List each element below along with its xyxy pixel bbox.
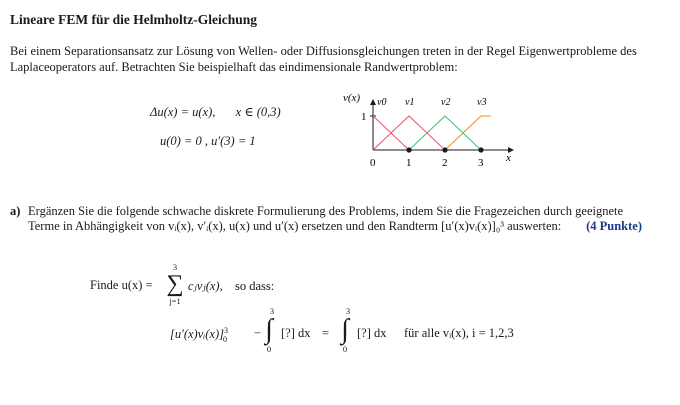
equals-sign: = <box>322 326 330 340</box>
integrand-1: [?] dx <box>281 326 311 340</box>
integral-2-bottom: 0 <box>342 344 348 354</box>
sum-symbol <box>165 262 185 306</box>
hat-functions-figure <box>335 88 525 180</box>
label-v0: v0 <box>377 97 387 108</box>
integral-1-symbol: ∫ <box>265 314 273 345</box>
node-3 <box>478 147 483 152</box>
x-tick-2: 2 <box>442 157 448 169</box>
integral-1-bottom: 0 <box>266 344 272 354</box>
basis-v1-line <box>373 116 445 150</box>
find-prefix <box>90 278 153 293</box>
label-v2: v2 <box>441 97 451 108</box>
integral-1-top: 3 <box>269 306 275 316</box>
x-tick-1: 1 <box>406 157 412 169</box>
integrand-2: [?] dx <box>357 326 387 340</box>
pde-equation <box>150 104 281 120</box>
boundary-conditions <box>160 134 256 149</box>
sum-term <box>188 278 274 294</box>
pde-text: Δu(x) = u(x), <box>150 105 216 119</box>
sum-sigma: ∑ <box>166 271 184 297</box>
x-tick-0: 0 <box>370 157 376 169</box>
node-2 <box>442 147 447 152</box>
bc-text: u(0) = 0 , u′(3) = 1 <box>160 134 256 148</box>
boundary-sup: 3 <box>224 326 228 335</box>
minus-sign: − <box>254 326 262 340</box>
domain-text: x ∈ (0,3) <box>235 105 281 119</box>
boundary-term <box>170 326 227 344</box>
task-a-text: Ergänzen Sie die folgende schwache diskrete Formulierung des Problems, indem Sie die Fragezeichen durch geeignete Terme in Abhängigkeit von vᵢ(x), v′ᵢ(x), u(x) und u′(x) ersetzen und den Randterm [u′(x)vᵢ(x)]₀³ auswerten: <box>28 204 624 233</box>
basis-v3-line <box>445 116 491 150</box>
find-text: Finde u(x) = <box>90 278 153 292</box>
sum-bottom: j=1 <box>169 296 181 306</box>
integral-2-symbol: ∫ <box>341 314 349 345</box>
page-title: Lineare FEM für die Helmholtz-Gleichung <box>10 12 257 27</box>
x-axis-label: x <box>506 152 511 164</box>
x-tick-3: 3 <box>478 157 484 169</box>
integral-1 <box>262 306 276 354</box>
boundary-text: [u′(x)vᵢ(x)] <box>170 327 224 342</box>
task-a-label: a) <box>10 204 21 218</box>
boundary-sub: 0 <box>223 334 227 344</box>
y-axis-label: v(x) <box>343 92 361 104</box>
integral-2-top: 3 <box>345 306 351 316</box>
y-tick-label: 1 <box>361 111 367 123</box>
label-v3: v3 <box>477 97 487 108</box>
label-v1: v1 <box>405 97 415 108</box>
sum-top: 3 <box>172 262 178 272</box>
so-that-text: so dass: <box>234 279 275 293</box>
task-a-points: (4 Punkte) <box>586 219 642 233</box>
task-a <box>10 204 642 234</box>
for-all-text: für alle vᵢ(x), i = 1,2,3 <box>404 326 514 340</box>
intro-paragraph: Bei einem Separationsansatz zur Lösung von Wellen- oder Diffusionsgleichungen treten in der Regel Eigenwertprobleme des Laplaceoperators auf. Betrachten Sie beispielhaft das eindimensionale Randwertproblem: <box>10 44 637 74</box>
node-1 <box>406 147 411 152</box>
basis-v2-line <box>409 116 481 150</box>
integral-2 <box>338 306 352 354</box>
sum-term-text: cⱼvⱼ(x), <box>188 279 223 293</box>
